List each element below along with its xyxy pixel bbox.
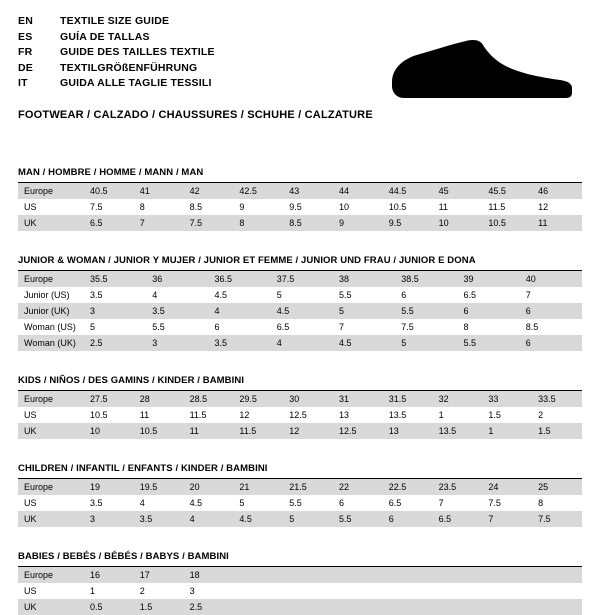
size-cell: 3.5: [134, 511, 184, 527]
size-cell: 7.5: [532, 511, 582, 527]
size-cell: 10: [433, 215, 483, 231]
row-label: US: [18, 583, 84, 599]
row-label: UK: [18, 423, 84, 439]
size-cell: 6.5: [271, 319, 333, 335]
table-row: [18, 335, 582, 351]
size-cell: 5.5: [333, 511, 383, 527]
language-title: GUÍA DE TALLAS: [60, 30, 150, 43]
size-cell: [233, 567, 283, 583]
size-cell: 3: [84, 303, 146, 319]
size-cell: 5.5: [395, 303, 457, 319]
size-cell: 9.5: [283, 199, 333, 215]
size-cell: 8: [458, 319, 520, 335]
language-title: GUIDE DES TAILLES TEXTILE: [60, 46, 215, 58]
size-cell: 10: [333, 199, 383, 215]
table-row: [18, 511, 582, 527]
size-cell: 45: [433, 183, 483, 199]
size-cell: 11: [532, 215, 582, 231]
size-group-title: BABIES / BEBÉS / BÉBÉS / BABYS / BAMBINI: [18, 551, 582, 567]
size-cell: 6.5: [458, 287, 520, 303]
size-cell: 5.5: [146, 319, 208, 335]
size-cell: 40.5: [84, 183, 134, 199]
table-row: [18, 199, 582, 215]
size-cell: 38.5: [395, 271, 457, 287]
size-cell: [283, 599, 333, 615]
size-cell: 8: [532, 495, 582, 511]
size-cell: 1.5: [482, 407, 532, 423]
size-cell: [532, 567, 582, 583]
size-cell: 27.5: [84, 391, 134, 407]
table-row: [18, 215, 582, 231]
size-cell: 31.5: [383, 391, 433, 407]
size-cell: 4: [184, 511, 234, 527]
row-label: Junior (UK): [18, 303, 84, 319]
size-cell: 1: [482, 423, 532, 439]
size-cell: 44.5: [383, 183, 433, 199]
size-cell: [532, 583, 582, 599]
size-cell: 4.5: [233, 511, 283, 527]
size-cell: 25: [532, 479, 582, 495]
size-cell: 8.5: [184, 199, 234, 215]
language-code: DE: [18, 61, 33, 74]
size-cell: 8: [233, 215, 283, 231]
size-cell: 3.5: [209, 335, 271, 351]
row-label: UK: [18, 599, 84, 615]
size-group: [18, 255, 582, 351]
language-code: ES: [18, 30, 33, 43]
size-table: [18, 391, 582, 439]
size-cell: 45.5: [482, 183, 532, 199]
size-cell: 37.5: [271, 271, 333, 287]
size-cell: 12: [233, 407, 283, 423]
size-cell: 3: [146, 335, 208, 351]
size-cell: 1: [433, 407, 483, 423]
size-cell: 1: [84, 583, 134, 599]
size-cell: 23.5: [433, 479, 483, 495]
size-cell: 4: [271, 335, 333, 351]
size-cell: 4.5: [271, 303, 333, 319]
size-cell: 6: [520, 335, 582, 351]
size-cell: 7.5: [184, 215, 234, 231]
row-label: UK: [18, 215, 84, 231]
size-cell: 5: [333, 303, 395, 319]
size-cell: 9: [233, 199, 283, 215]
table-row: [18, 479, 582, 495]
size-cell: [433, 583, 483, 599]
size-cell: 2: [134, 583, 184, 599]
table-row: [18, 407, 582, 423]
size-cell: 46: [532, 183, 582, 199]
size-cell: 1.5: [134, 599, 184, 615]
size-cell: 3: [84, 511, 134, 527]
language-title: TEXTILE SIZE GUIDE: [60, 15, 170, 27]
size-cell: 33: [482, 391, 532, 407]
size-cell: 5: [283, 511, 333, 527]
size-group-title: CHILDREN / INFANTIL / ENFANTS / KINDER / BAMBINI: [18, 463, 582, 479]
size-cell: 21.5: [283, 479, 333, 495]
row-label: UK: [18, 511, 84, 527]
size-cell: 36.5: [209, 271, 271, 287]
language-code: IT: [18, 77, 28, 89]
size-group-title: MAN / HOMBRE / HOMME / MANN / MAN: [18, 167, 582, 183]
table-row: [18, 303, 582, 319]
size-cell: 11.5: [184, 407, 234, 423]
size-cell: 11: [184, 423, 234, 439]
size-cell: 3.5: [146, 303, 208, 319]
size-cell: 12: [283, 423, 333, 439]
language-title: TEXTILGRÖßENFÜHRUNG: [60, 61, 198, 74]
size-cell: 4.5: [184, 495, 234, 511]
size-cell: 8: [134, 199, 184, 215]
size-cell: 35.5: [84, 271, 146, 287]
size-cell: 19: [84, 479, 134, 495]
category-title: FOOTWEAR / CALZADO / CHAUSSURES / SCHUHE / CALZATURE: [18, 108, 373, 121]
size-cell: 9: [333, 215, 383, 231]
language-title-list: [18, 14, 215, 92]
size-cell: 19.5: [134, 479, 184, 495]
size-cell: 7: [333, 319, 395, 335]
size-cell: 6.5: [383, 495, 433, 511]
size-table: [18, 479, 582, 527]
size-cell: [532, 599, 582, 615]
size-cell: 3.5: [84, 287, 146, 303]
size-cell: 4: [146, 287, 208, 303]
size-group: [18, 551, 582, 615]
size-group: [18, 167, 582, 231]
size-cell: 17: [134, 567, 184, 583]
document-header: [18, 14, 582, 121]
size-cell: 12.5: [283, 407, 333, 423]
size-cell: 5.5: [283, 495, 333, 511]
size-cell: 6.5: [433, 511, 483, 527]
language-row: [18, 61, 215, 77]
row-label: Europe: [18, 183, 84, 199]
size-cell: 10.5: [383, 199, 433, 215]
size-cell: 41: [134, 183, 184, 199]
size-cell: 9.5: [383, 215, 433, 231]
size-cell: 4.5: [333, 335, 395, 351]
size-cell: 36: [146, 271, 208, 287]
table-row: [18, 271, 582, 287]
size-cell: [333, 599, 383, 615]
size-cell: [482, 583, 532, 599]
row-label: Europe: [18, 391, 84, 407]
size-group: [18, 463, 582, 527]
row-label: Europe: [18, 271, 84, 287]
row-label: Woman (US): [18, 319, 84, 335]
size-cell: 13.5: [383, 407, 433, 423]
row-label: US: [18, 495, 84, 511]
table-row: [18, 423, 582, 439]
size-cell: 43: [283, 183, 333, 199]
size-cell: 5.5: [333, 287, 395, 303]
language-row: [18, 45, 215, 61]
size-cell: [383, 567, 433, 583]
size-cell: 0.5: [84, 599, 134, 615]
size-cell: 5: [271, 287, 333, 303]
row-label: Europe: [18, 567, 84, 583]
size-cell: 30: [283, 391, 333, 407]
size-cell: 4: [134, 495, 184, 511]
size-cell: 6: [333, 495, 383, 511]
size-cell: 33.5: [532, 391, 582, 407]
table-row: [18, 583, 582, 599]
size-cell: [433, 567, 483, 583]
size-cell: 2.5: [84, 335, 146, 351]
size-cell: 5.5: [458, 335, 520, 351]
size-cell: 10.5: [134, 423, 184, 439]
size-cell: [233, 599, 283, 615]
size-cell: [283, 583, 333, 599]
size-cell: 7.5: [84, 199, 134, 215]
dress-shoe-icon: [386, 38, 576, 104]
size-cell: [482, 567, 532, 583]
size-cell: 13: [333, 407, 383, 423]
size-cell: 39: [458, 271, 520, 287]
size-cell: 22: [333, 479, 383, 495]
size-cell: 22.5: [383, 479, 433, 495]
table-row: [18, 183, 582, 199]
size-cell: 3.5: [84, 495, 134, 511]
size-tables: [18, 167, 582, 615]
size-cell: 6: [395, 287, 457, 303]
size-cell: 6: [383, 511, 433, 527]
size-cell: 12.5: [333, 423, 383, 439]
language-row: [18, 14, 215, 30]
size-cell: [333, 567, 383, 583]
language-row: [18, 76, 215, 92]
row-label: US: [18, 407, 84, 423]
size-cell: 21: [233, 479, 283, 495]
size-cell: 38: [333, 271, 395, 287]
row-label: Woman (UK): [18, 335, 84, 351]
size-cell: 5: [395, 335, 457, 351]
size-cell: 32: [433, 391, 483, 407]
row-label: Europe: [18, 479, 84, 495]
size-cell: 7: [520, 287, 582, 303]
size-cell: 6: [520, 303, 582, 319]
size-cell: 24: [482, 479, 532, 495]
size-cell: 6: [209, 319, 271, 335]
size-group-title: KIDS / NIÑOS / DES GAMINS / KINDER / BAMBINI: [18, 375, 582, 391]
size-cell: 16: [84, 567, 134, 583]
size-cell: 7.5: [482, 495, 532, 511]
size-group-title: JUNIOR & WOMAN / JUNIOR Y MUJER / JUNIOR ET FEMME / JUNIOR UND FRAU / JUNIOR E DONA: [18, 255, 582, 271]
table-row: [18, 319, 582, 335]
size-cell: 7: [433, 495, 483, 511]
size-cell: [233, 583, 283, 599]
size-cell: 5: [84, 319, 146, 335]
size-cell: [383, 599, 433, 615]
size-cell: 13.5: [433, 423, 483, 439]
size-cell: 11.5: [482, 199, 532, 215]
size-cell: 12: [532, 199, 582, 215]
size-cell: 6.5: [84, 215, 134, 231]
size-cell: 7: [134, 215, 184, 231]
size-cell: 4.5: [209, 287, 271, 303]
size-cell: 8.5: [283, 215, 333, 231]
size-cell: [333, 583, 383, 599]
size-cell: 11: [134, 407, 184, 423]
language-code: FR: [18, 46, 33, 58]
size-cell: 3: [184, 583, 234, 599]
size-table: [18, 183, 582, 231]
size-cell: 13: [383, 423, 433, 439]
row-label: US: [18, 199, 84, 215]
size-cell: 4: [209, 303, 271, 319]
size-cell: 6: [458, 303, 520, 319]
size-cell: 31: [333, 391, 383, 407]
table-row: [18, 287, 582, 303]
size-cell: [283, 567, 333, 583]
size-cell: 40: [520, 271, 582, 287]
size-cell: 2.5: [184, 599, 234, 615]
language-code: EN: [18, 15, 33, 27]
size-cell: 7.5: [395, 319, 457, 335]
size-table: [18, 567, 582, 615]
row-label: Junior (US): [18, 287, 84, 303]
size-cell: 29.5: [233, 391, 283, 407]
size-cell: 10: [84, 423, 134, 439]
size-cell: 10.5: [84, 407, 134, 423]
size-cell: 28.5: [184, 391, 234, 407]
size-cell: 11: [433, 199, 483, 215]
size-cell: 1.5: [532, 423, 582, 439]
table-row: [18, 391, 582, 407]
size-cell: 2: [532, 407, 582, 423]
table-row: [18, 495, 582, 511]
size-cell: 44: [333, 183, 383, 199]
language-row: [18, 30, 215, 46]
size-cell: 20: [184, 479, 234, 495]
size-cell: 8.5: [520, 319, 582, 335]
size-group: [18, 375, 582, 439]
language-title: GUIDA ALLE TAGLIE TESSILI: [60, 77, 212, 89]
table-row: [18, 567, 582, 583]
size-cell: [383, 583, 433, 599]
size-table: [18, 271, 582, 351]
size-cell: 11.5: [233, 423, 283, 439]
size-cell: [433, 599, 483, 615]
size-cell: 42.5: [233, 183, 283, 199]
size-cell: 28: [134, 391, 184, 407]
size-cell: 18: [184, 567, 234, 583]
size-cell: 10.5: [482, 215, 532, 231]
size-cell: 5: [233, 495, 283, 511]
table-row: [18, 599, 582, 615]
size-cell: 7: [482, 511, 532, 527]
size-cell: 42: [184, 183, 234, 199]
size-cell: [482, 599, 532, 615]
